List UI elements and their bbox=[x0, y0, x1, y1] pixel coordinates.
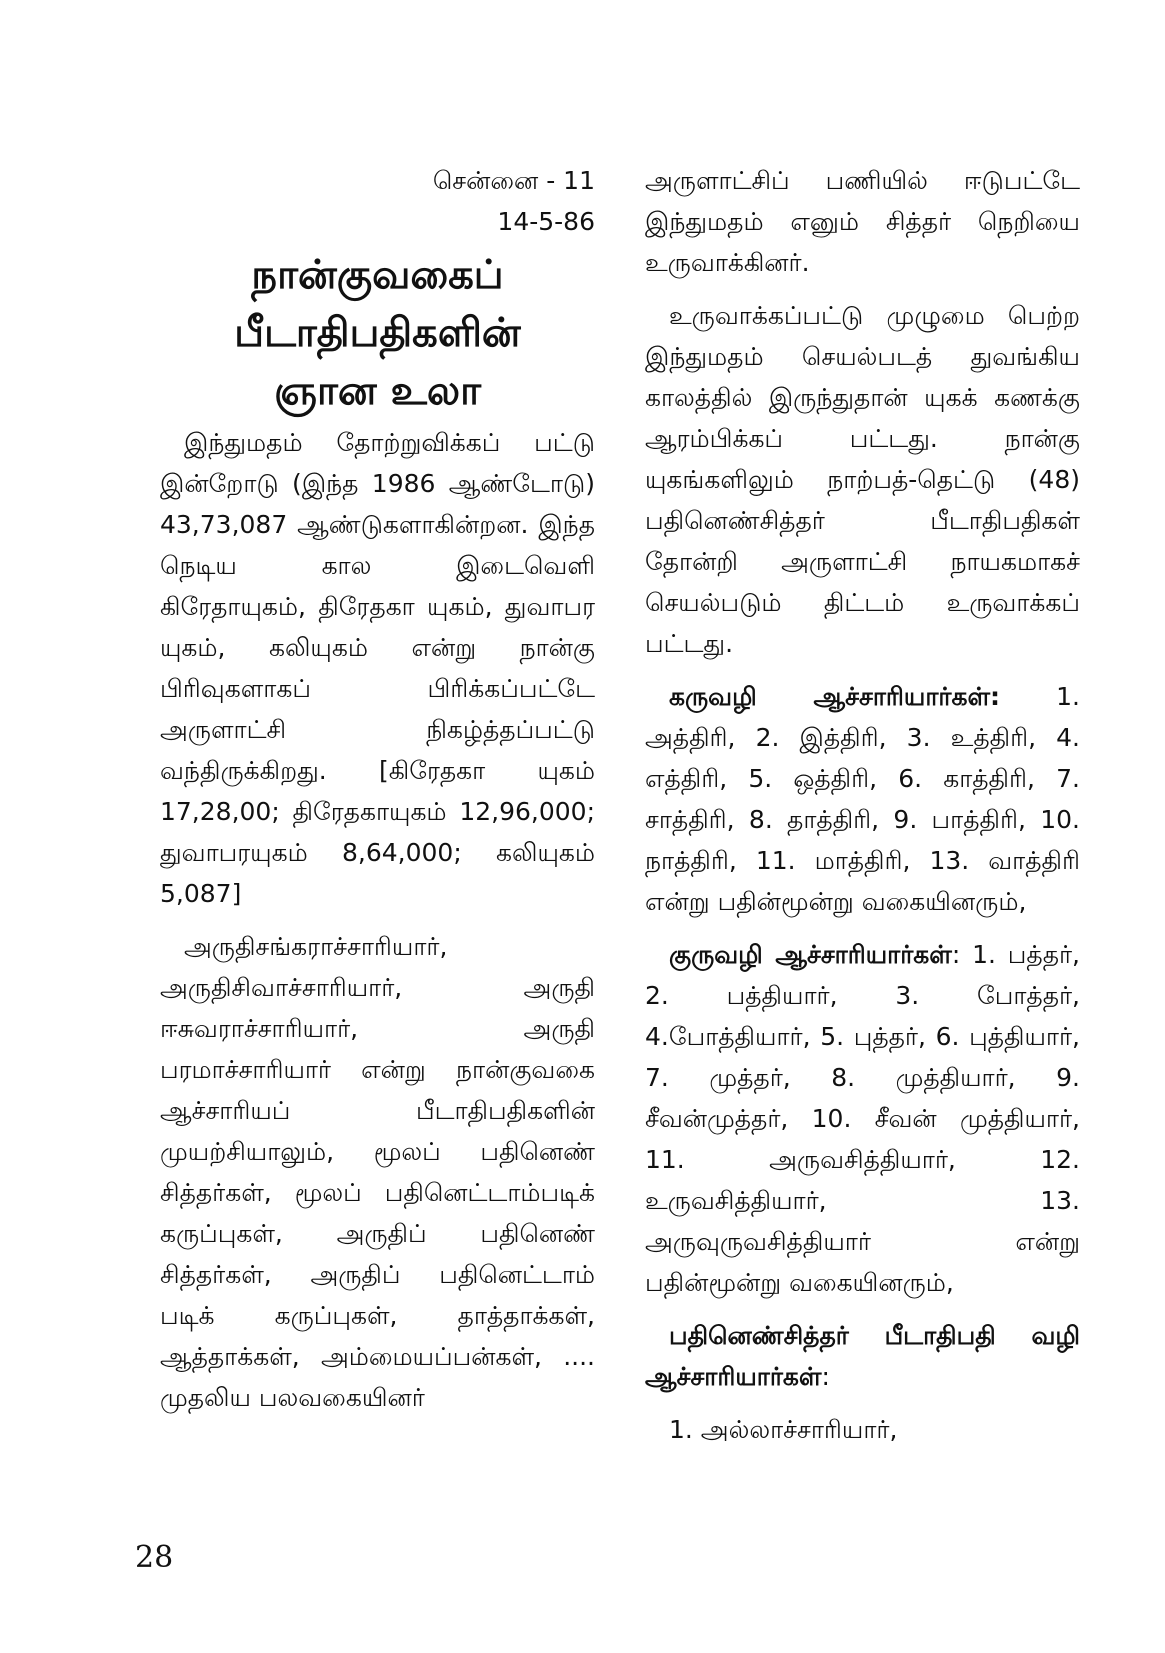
karuvazhi-heading: கருவழி ஆச்சாரியார்கள்: bbox=[669, 682, 1001, 711]
right-paragraph-1: அருளாட்சிப் பணியில் ஈடுபட்டே இந்துமதம் எனும் சித்தர் நெறியை உருவாக்கினர். bbox=[645, 166, 1080, 277]
right-paragraph-5 bbox=[645, 1315, 1080, 1397]
peedathipathi-heading: பதினெண்சித்தர் பீடாதிபதி வழி ஆச்சாரியார்கள் bbox=[645, 1321, 1080, 1391]
right-paragraph-4 bbox=[645, 934, 1080, 1303]
title-line-1: நான்குவகைப் bbox=[251, 252, 504, 298]
left-column bbox=[160, 160, 595, 1430]
left-paragraph-1: இந்துமதம் தோற்றுவிக்கப் பட்டு இன்றோடு (இந்த 1986 ஆண்டோடு) 43,73,087 ஆண்டுகளாகின்றன. இந்த நெடிய கால இடைவெளி கிரேதாயுகம், திரேதகா யுகம், துவாபர யுகம், கலியுகம் என்று நான்கு பிரிவுகளாகப் பிரிக்கப்பட்டே அருளாட்சி நிகழ்த்தப்பட்டு வந்திருக்கிறது. [கிரேதகா யுகம் 17,28,00; திரேதகாயுகம் 12,96,000; துவாபரயுகம் 8,64,000; கலியுகம் 5,087] bbox=[160, 428, 595, 908]
karuvazhi-list: 1. அத்திரி, 2. இத்திரி, 3. உத்திரி, 4. எத்திரி, 5. ஒத்திரி, 6. காத்திரி, 7. சாத்திரி, 8. தாத்திரி, 9. பாத்திரி, 10. நாத்திரி, 11. மாத்திரி, 13. வாத்திரி என்று பதின்மூன்று வகையினரும், bbox=[645, 682, 1080, 916]
right-paragraph-6: 1. அல்லாச்சாரியார், bbox=[669, 1415, 898, 1444]
article-title bbox=[160, 246, 595, 420]
header-date: 14-5-86 bbox=[497, 207, 595, 236]
title-line-2: பீடாதிபதிகளின் bbox=[234, 310, 521, 356]
right-paragraph-3 bbox=[645, 676, 1080, 922]
title-line-3: ஞான உலா bbox=[274, 368, 481, 414]
peedathipathi-colon: : bbox=[821, 1362, 830, 1391]
guruvazhi-list: : 1. பத்தர், 2. பத்தியார், 3. போத்தர், 4.போத்தியார், 5. புத்தர், 6. புத்தியார், 7. முத்தர், 8. முத்தியார், 9. சீவன்முத்தர், 10. சீவன் முத்தியார், 11. அருவசித்தியார், 12. உருவசித்தியார், 13. அருவுருவசித்தியார் என்று பதின்மூன்று வகையினரும், bbox=[645, 940, 1080, 1297]
header-place: சென்னை - 11 bbox=[432, 166, 595, 195]
right-column bbox=[645, 160, 1080, 1462]
left-paragraph-2: அருதிசங்கராச்சாரியார், அருதிசிவாச்சாரியார், அருதி ஈசுவராச்சாரியார், அருதி பரமாச்சாரியார் என்று நான்குவகை ஆச்சாரியப் பீடாதிபதிகளின் முயற்சியாலும், மூலப் பதினெண் சித்தர்கள், மூலப் பதினெட்டாம்படிக் கருப்புகள், அருதிப் பதினெண் சித்தர்கள், அருதிப் பதினெட்டாம் படிக் கருப்புகள், தாத்தாக்கள், ஆத்தாக்கள், அம்மையப்பன்கள், .... முதலிய பலவகையினர் bbox=[160, 932, 595, 1412]
guruvazhi-heading: குருவழி ஆச்சாரியார்கள் bbox=[669, 940, 952, 969]
right-paragraph-2: உருவாக்கப்பட்டு முழுமை பெற்ற இந்துமதம் செயல்படத் துவங்கிய காலத்தில் இருந்துதான் யுகக் கணக்கு ஆரம்பிக்கப் பட்டது. நான்கு யுகங்களிலும் நாற்பத்-தெட்டு (48) பதினெண்சித்தர் பீடாதிபதிகள் தோன்றி அருளாட்சி நாயகமாகச் செயல்படும் திட்டம் உருவாக்கப் பட்டது. bbox=[645, 301, 1080, 658]
page-number: 28 bbox=[135, 1540, 174, 1575]
